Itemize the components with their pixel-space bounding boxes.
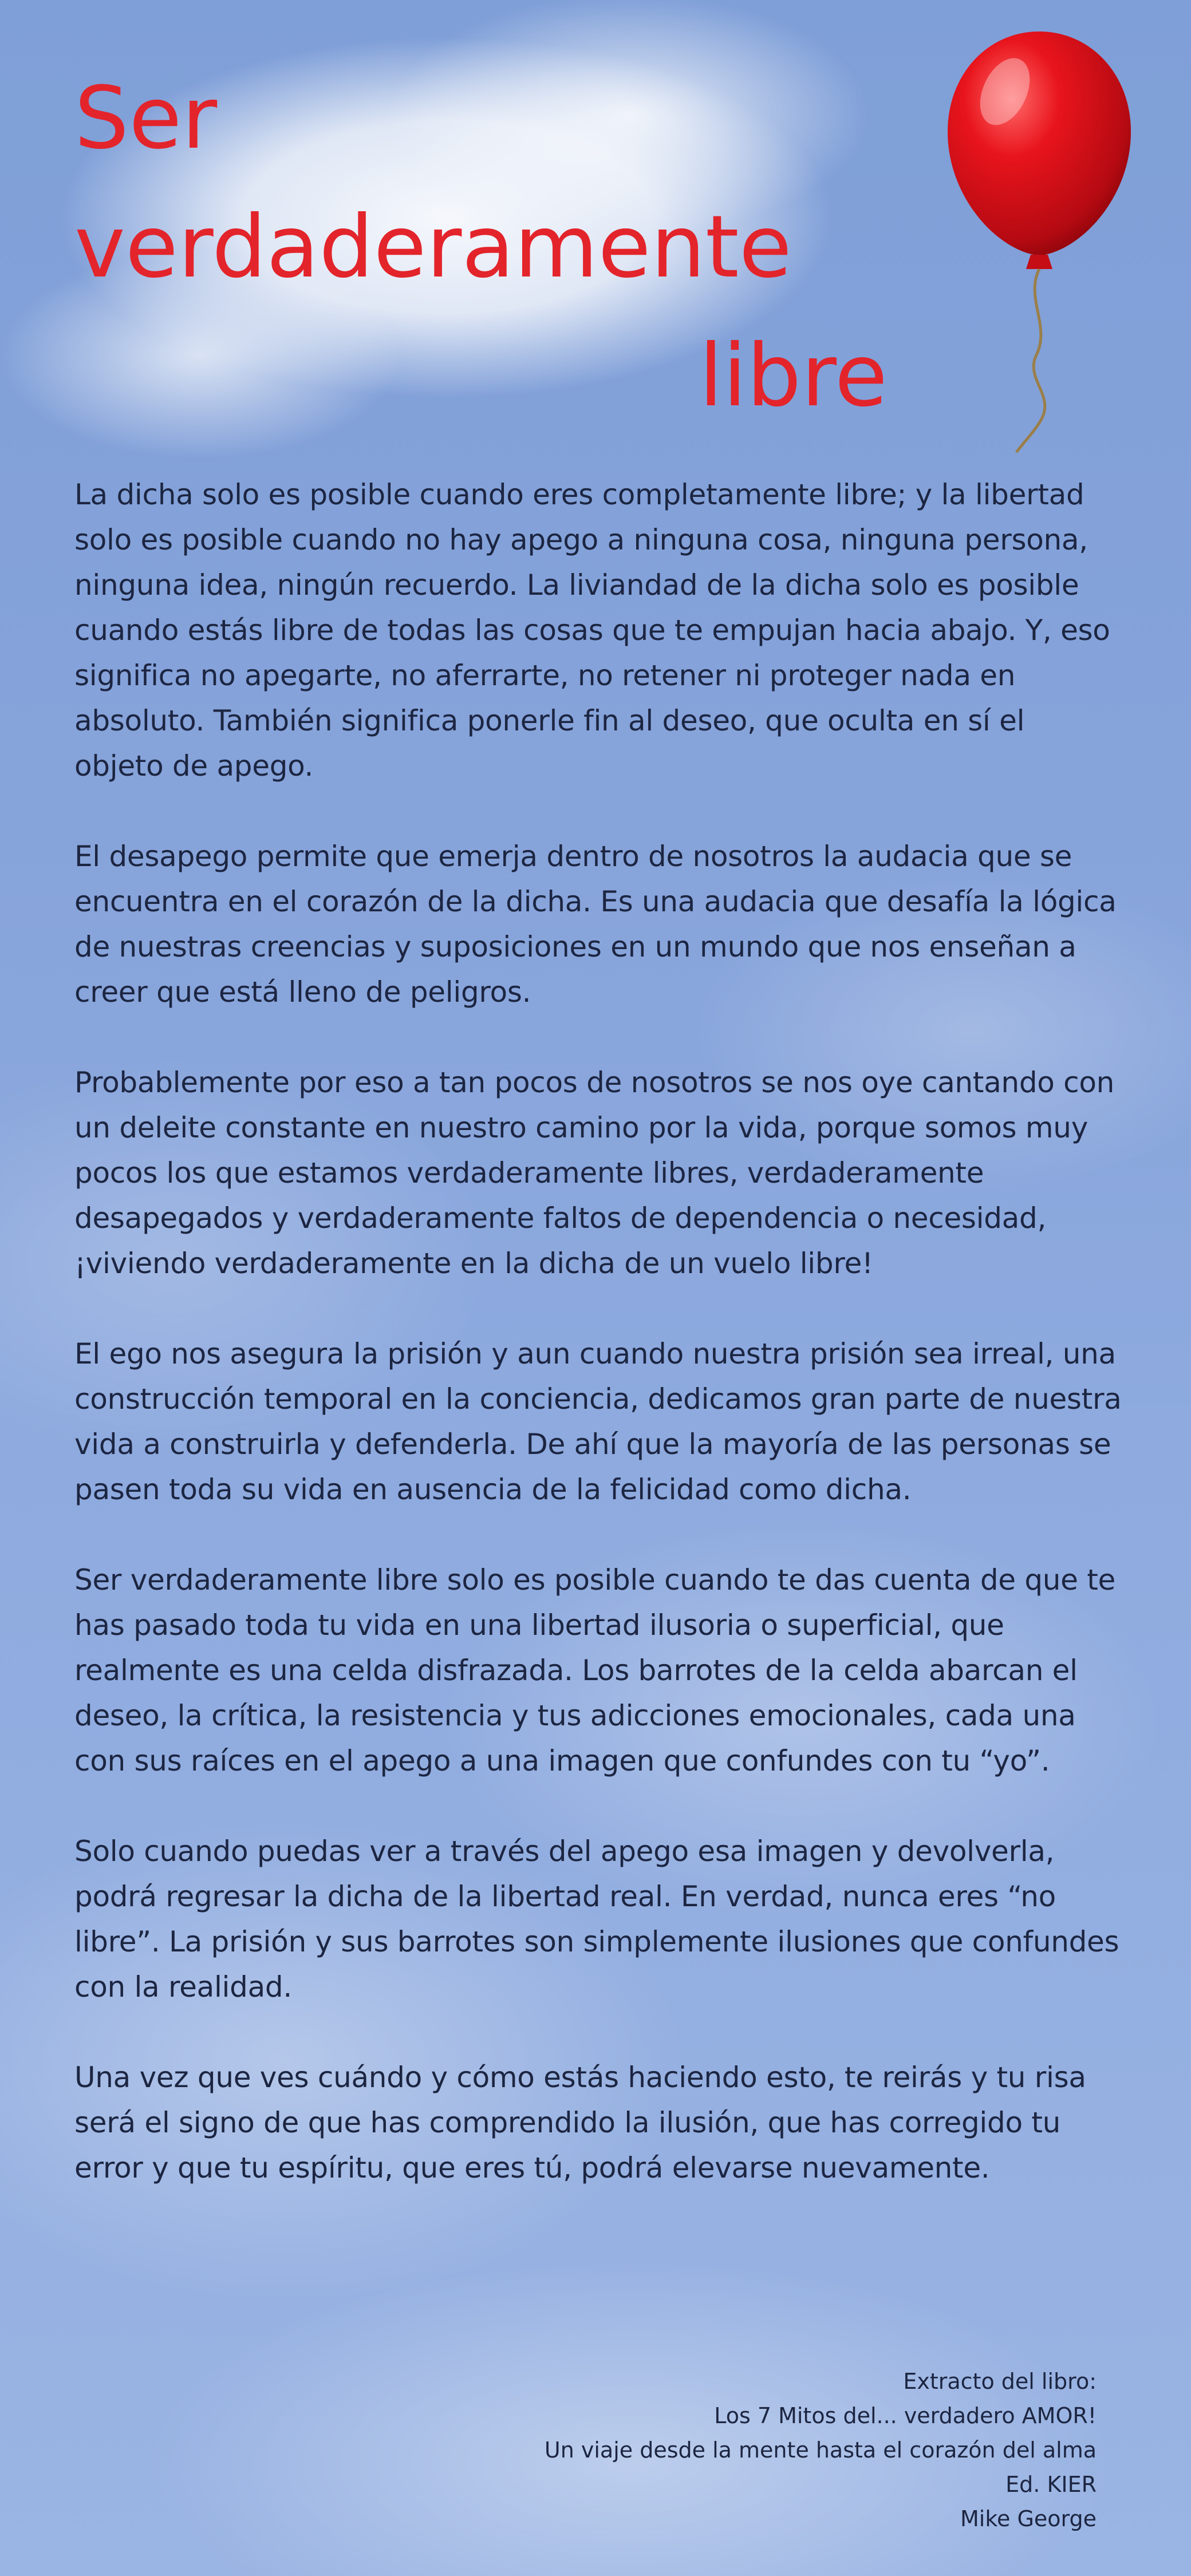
credit-book-subtitle: Un viaje desde la mente hasta el corazón del alma [544,2437,1097,2463]
credit-book-title: Los 7 Mitos del... verdadero AMOR! [714,2403,1097,2428]
article-body [74,472,1122,2191]
title-line-3: libre [699,326,888,426]
credit-publisher: Ed. KIER [1005,2472,1097,2497]
book-credits [545,2364,1097,2536]
title-line-2: verdaderamente [74,197,792,297]
page-title [74,54,888,441]
paragraph-7: Una vez que ves cuándo y cómo estás haciendo esto, te reirás y tu risa será el signo de que has comprendido la ilusión, que has corregido tu error y que tu espíritu, que eres tú, podrá elevarse nuevamente. [74,2061,1086,2184]
paragraph-1: La dicha solo es posible cuando eres completamente libre; y la libertad solo es posible cuando no hay apego a ninguna cosa, ninguna persona, ninguna idea, ningún recuerdo. La liviandad de la dicha solo es posible cuando estás libre de todas las cosas que te empujan hacia abajo. Y, eso significa no apegarte, no aferrarte, no retener ni proteger nada en absoluto. También significa ponerle fin al deseo, que oculta en sí el objeto de apego. [74,478,1110,783]
credit-excerpt-label: Extracto del libro: [903,2369,1097,2394]
paragraph-3: Probablemente por eso a tan pocos de nosotros se nos oye cantando con un deleite constante en nuestro camino por la vida, porque somos muy pocos los que estamos verdaderamente libres, verdaderamente desapegados y verdaderamente faltos de dependencia o necesidad, ¡viviendo verdaderamente en la dicha de un vuelo libre! [74,1066,1115,1280]
credit-author: Mike George [960,2506,1097,2531]
paragraph-4: El ego nos asegura la prisión y aun cuando nuestra prisión sea irreal, una construcción temporal en la conciencia, dedicamos gran parte de nuestra vida a construirla y defenderla. De ahí que la mayoría de las personas se pasen toda su vida en ausencia de la felicidad como dicha. [74,1337,1122,1506]
paragraph-2: El desapego permite que emerja dentro de nosotros la audacia que se encuentra en el corazón de la dicha. Es una audacia que desafía la lógica de nuestras creencias y suposiciones en un mundo que nos enseñan a creer que está lleno de peligros. [74,840,1117,1009]
paragraph-6: Solo cuando puedas ver a través del apego esa imagen y devolverla, podrá regresar la dicha de la libertad real. En verdad, nunca eres “no libre”. La prisión y sus barrotes son simplemente ilusiones que confundes con la realidad. [74,1835,1119,2004]
paragraph-5: Ser verdaderamente libre solo es posible cuando te das cuenta de que te has pasado toda tu vida en una libertad ilusoria o superficial, que realmente es una celda disfrazada. Los barrotes de la celda abarcan el deseo, la crítica, la resistencia y tus adicciones emocionales, cada una con sus raíces en el apego a una imagen que confundes con tu “yo”. [74,1563,1116,1777]
red-balloon-icon [939,29,1139,464]
title-line-1: Ser [74,69,218,168]
